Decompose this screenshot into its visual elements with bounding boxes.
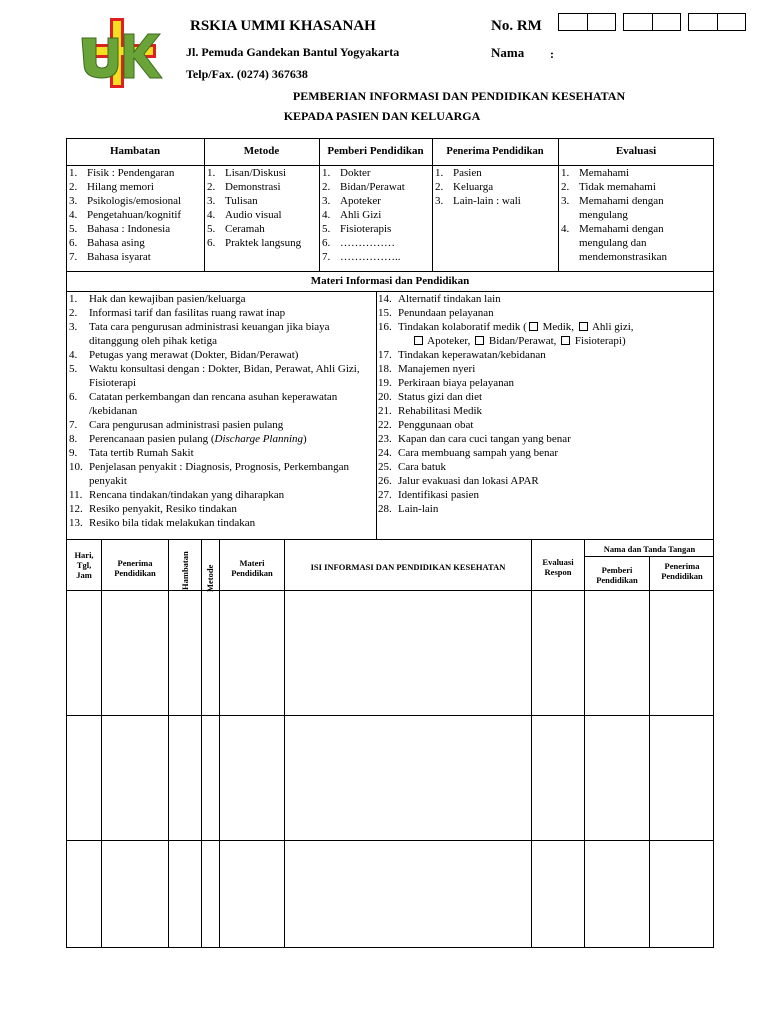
bidan-perawat-label: Bidan/Perawat, xyxy=(486,335,560,347)
materi-item xyxy=(69,460,374,488)
item-text: …………….. xyxy=(340,251,401,263)
materi-item xyxy=(378,376,712,390)
hambatan-item xyxy=(69,236,203,250)
nama-colon: : xyxy=(550,47,554,61)
materi-item xyxy=(378,488,712,502)
item-text: Demonstrasi xyxy=(225,181,281,193)
materi-item xyxy=(378,320,712,348)
item-text: Resiko penyakit, Resiko tindakan xyxy=(89,503,237,515)
item-number: 22. xyxy=(378,419,392,431)
item-number: 7. xyxy=(322,251,331,263)
record-header-metode: Metode xyxy=(205,564,215,592)
item-text: Rencana tindakan/tindakan yang diharapkan xyxy=(89,489,285,501)
item8-end: ) xyxy=(303,433,307,445)
materi-item xyxy=(378,474,712,488)
item-number: 2. xyxy=(435,181,444,193)
metode-item xyxy=(207,208,317,222)
item-number: 3. xyxy=(561,195,570,207)
item-text: Tulisan xyxy=(225,195,258,207)
item-number: 6. xyxy=(69,391,78,403)
item-number: 5. xyxy=(69,363,78,375)
materi-item xyxy=(378,432,712,446)
item-text: Bahasa asing xyxy=(87,237,145,249)
item-number: 1. xyxy=(69,293,78,305)
materi-item xyxy=(69,320,374,348)
metode-item xyxy=(207,236,317,250)
record-header-isi: ISI INFORMASI DAN PENDIDIKAN KESEHATAN xyxy=(310,562,506,572)
materi-item xyxy=(69,362,374,390)
metode-item xyxy=(207,222,317,236)
item-number: 25. xyxy=(378,461,392,473)
item-number: 19. xyxy=(378,377,392,389)
item-number: 2. xyxy=(69,181,78,193)
item8-main: Perencanaan pasien pulang ( xyxy=(89,433,215,445)
materi-item xyxy=(69,306,374,320)
item-number: 5. xyxy=(207,223,216,235)
item-number: 13. xyxy=(69,517,83,529)
rm-box-group-2[interactable] xyxy=(623,13,681,31)
materi-item xyxy=(69,446,374,460)
item-text: Keluarga xyxy=(453,181,494,193)
hambatan-item xyxy=(69,208,203,222)
metode-item xyxy=(207,180,317,194)
item-text: Apoteker xyxy=(340,195,381,207)
bidan-perawat-checkbox[interactable] xyxy=(475,336,484,345)
item-text: Manajemen nyeri xyxy=(398,363,476,375)
hambatan-item xyxy=(69,166,203,180)
penerima-item xyxy=(435,180,557,194)
item-number: 1. xyxy=(322,167,331,179)
item-number: 23. xyxy=(378,433,392,445)
materi-item xyxy=(69,502,374,516)
materi-item xyxy=(69,418,374,432)
materi-item xyxy=(378,460,712,474)
materi-item xyxy=(378,306,712,320)
item-number: 11. xyxy=(69,489,83,501)
penerima-list xyxy=(435,166,557,208)
item-text: Tata cara pengurusan administrasi keuangan jika biaya ditanggung oleh pihak ketiga xyxy=(89,321,330,347)
item-number: 9. xyxy=(69,447,78,459)
item-number: 1. xyxy=(435,167,444,179)
pemberi-item xyxy=(322,250,430,264)
pemberi-item xyxy=(322,180,430,194)
item-number: 6. xyxy=(322,237,331,249)
item-number: 6. xyxy=(69,237,78,249)
materi-item xyxy=(69,488,374,502)
item-number: 1. xyxy=(69,167,78,179)
item-text: Penjelasan penyakit : Diagnosis, Prognosis, Perkembangan penyakit xyxy=(89,461,349,487)
item-number: 2. xyxy=(322,181,331,193)
hospital-telp: Telp/Fax. (0274) 367638 xyxy=(186,67,308,81)
item-text: Waktu konsultasi dengan : Dokter, Bidan, Perawat, Ahli Gizi, Fisioterapi xyxy=(89,363,360,389)
col-header-evaluasi: Evaluasi xyxy=(615,145,657,157)
materi-item xyxy=(378,446,712,460)
item-text: Hak dan kewajiban pasien/keluarga xyxy=(89,293,246,305)
item-text: Psikologis/emosional xyxy=(87,195,182,207)
item-text: …………… xyxy=(340,237,395,249)
nama-label: Nama xyxy=(491,45,525,60)
rm-box-group-3[interactable] xyxy=(688,13,746,31)
no-rm-label: No. RM xyxy=(491,18,542,34)
pemberi-item xyxy=(322,166,430,180)
item-text: Identifikasi pasien xyxy=(398,489,479,501)
col-header-hambatan: Hambatan xyxy=(109,145,161,157)
item-number: 17. xyxy=(378,349,392,361)
item-number: 15. xyxy=(378,307,392,319)
item-number: 2. xyxy=(561,181,570,193)
item-text: Fisik : Pendengaran xyxy=(87,167,175,179)
item-text: Catatan perkembangan dan rencana asuhan keperawatan /kebidanan xyxy=(89,391,338,417)
ahli-gizi-checkbox[interactable] xyxy=(579,322,588,331)
item-text: Informasi tarif dan fasilitas ruang rawat inap xyxy=(89,307,286,319)
item-number: 7. xyxy=(69,419,78,431)
materi-item xyxy=(69,432,374,446)
item-number: 20. xyxy=(378,391,392,403)
penerima-item xyxy=(435,166,557,180)
materi-list-left xyxy=(69,292,374,530)
item-text: Cara pengurusan administrasi pasien pulang xyxy=(89,419,284,431)
item-number: 18. xyxy=(378,363,392,375)
rm-digit-box[interactable] xyxy=(588,14,616,30)
item-text: Bahasa isyarat xyxy=(87,251,151,263)
item-number: 16. xyxy=(378,321,392,333)
hambatan-item xyxy=(69,250,203,264)
materi-item xyxy=(378,390,712,404)
apoteker-checkbox[interactable] xyxy=(414,336,423,345)
materi-item xyxy=(69,516,374,530)
logo-graphic xyxy=(78,16,166,90)
item-number: 1. xyxy=(561,167,570,179)
item-number: 10. xyxy=(69,461,83,473)
item-number: 4. xyxy=(561,223,570,235)
record-header-ttd-pemberi: Pemberi Pendidikan xyxy=(596,565,638,585)
materi-item xyxy=(69,348,374,362)
rm-digit-box[interactable] xyxy=(559,14,588,30)
evaluasi-list xyxy=(561,166,711,264)
form-title-line1: PEMBERIAN INFORMASI DAN PENDIDIKAN KESEHATAN xyxy=(292,89,626,103)
item-number: 26. xyxy=(378,475,392,487)
item-number: 3. xyxy=(69,195,78,207)
form-title-line2: KEPADA PASIEN DAN KELUARGA xyxy=(283,109,481,123)
item-text: Cara batuk xyxy=(398,461,446,473)
item-text: Alternatif tindakan lain xyxy=(398,293,501,305)
pemberi-item xyxy=(322,222,430,236)
rm-digit-box[interactable] xyxy=(624,14,653,30)
item-text: Ahli Gizi xyxy=(340,209,382,221)
record-header-hambatan: Hambatan xyxy=(180,551,190,590)
item-text: Perkiraan biaya pelayanan xyxy=(398,377,515,389)
record-header-ttd: Nama dan Tanda Tangan xyxy=(603,544,696,554)
penerima-item xyxy=(435,194,557,208)
item-number: 27. xyxy=(378,489,392,501)
item-text: Memahami dengan mengulang xyxy=(579,195,664,221)
item-text: Resiko bila tidak melakukan tindakan xyxy=(89,517,256,529)
metode-item xyxy=(207,166,317,180)
pemberi-item xyxy=(322,236,430,250)
item-number: 5. xyxy=(322,223,331,235)
col-header-metode: Metode xyxy=(243,145,280,157)
record-entry-row[interactable] xyxy=(67,591,713,714)
item-text: Penggunaan obat xyxy=(398,419,474,431)
record-header-penerima: Penerima Pendidikan xyxy=(114,558,156,578)
item-number: 7. xyxy=(69,251,78,263)
item-text: Tata tertib Rumah Sakit xyxy=(89,447,194,459)
item-number: 4. xyxy=(322,209,331,221)
materi-item xyxy=(378,348,712,362)
item-number: 2. xyxy=(69,307,78,319)
item-number: 3. xyxy=(435,195,444,207)
item-number: 4. xyxy=(69,349,78,361)
item-text: Kapan dan cara cuci tangan yang benar xyxy=(398,433,571,445)
item-text: Cara membuang sampah yang benar xyxy=(398,447,559,459)
item-text: Tindakan keperawatan/kebidanan xyxy=(398,349,546,361)
item8-italic: Discharge Planning xyxy=(214,433,304,445)
materi-item xyxy=(69,390,374,418)
pemberi-item xyxy=(322,194,430,208)
record-entry-row[interactable] xyxy=(67,841,713,947)
item-text: Memahami dengan mengulang dan mendemonstrasikan xyxy=(579,223,667,263)
evaluasi-item xyxy=(561,166,711,180)
item-number: 2. xyxy=(207,181,216,193)
materi-item xyxy=(378,292,712,306)
rm-digit-box[interactable] xyxy=(689,14,718,30)
item-text: Lain-lain xyxy=(398,503,439,515)
item-text: Pasien xyxy=(453,167,482,179)
record-header-ttd-penerima: Penerima Pendidikan xyxy=(661,561,703,581)
evaluasi-item xyxy=(561,180,711,194)
medik-label: Medik, xyxy=(539,321,577,333)
item-text: Fisioterapis xyxy=(340,223,392,235)
fisioterapi-checkbox[interactable] xyxy=(561,336,570,345)
logo-k-shape xyxy=(124,34,162,78)
item-text: Pengetahuan/kognitif xyxy=(87,209,182,221)
record-header-evaluasi: Evaluasi Respon xyxy=(542,557,574,577)
item-text: Tidak memahami xyxy=(579,181,656,193)
materi-item xyxy=(378,502,712,516)
fisioterapi-label: Fisioterapi) xyxy=(572,335,626,347)
evaluasi-item xyxy=(561,194,711,222)
pemberi-list xyxy=(322,166,430,264)
item-text xyxy=(89,433,307,445)
item-number: 24. xyxy=(378,447,392,459)
hambatan-item xyxy=(69,222,203,236)
item-number: 21. xyxy=(378,405,392,417)
materi-title: Materi Informasi dan Pendidikan xyxy=(310,274,470,287)
materi-list-right xyxy=(378,292,712,516)
col-header-pemberi: Pemberi Pendidikan xyxy=(327,145,424,157)
item-number: 1. xyxy=(207,167,216,179)
item-number: 8. xyxy=(69,433,78,445)
item-number: 4. xyxy=(207,209,216,221)
hospital-address: Jl. Pemuda Gandekan Bantul Yogyakarta xyxy=(186,45,400,59)
evaluasi-item xyxy=(561,222,711,264)
metode-list xyxy=(207,166,317,250)
hambatan-list xyxy=(69,166,203,264)
rm-digit-box[interactable] xyxy=(653,14,681,30)
item-number: 6. xyxy=(207,237,216,249)
item-text: Ceramah xyxy=(225,223,265,235)
record-entry-row[interactable] xyxy=(67,716,713,839)
materi-item xyxy=(378,418,712,432)
item-text: Rehabilitasi Medik xyxy=(398,405,483,417)
item-text: Dokter xyxy=(340,167,371,179)
apoteker-label: Apoteker, xyxy=(425,335,474,347)
item-number: 28. xyxy=(378,503,392,515)
item-number: 5. xyxy=(69,223,78,235)
col-header-penerima: Penerima Pendidikan xyxy=(446,146,544,157)
materi-divider xyxy=(376,291,377,540)
hambatan-item xyxy=(69,194,203,208)
item-text: Penundaan pelayanan xyxy=(398,307,494,319)
item-number: 4. xyxy=(69,209,78,221)
item-text: Tindakan kolaboratif medik ( Medik, Ahli gizi, Apoteker, Bidan/Perawat, Fisioterapi) xyxy=(398,321,634,347)
item-text: Bahasa : Indonesia xyxy=(87,223,171,235)
materi-item xyxy=(69,292,374,306)
item-text: Audio visual xyxy=(225,209,282,221)
item-text: Hilang memori xyxy=(87,181,154,193)
item-text: Status gizi dan diet xyxy=(398,391,483,403)
pemberi-item xyxy=(322,208,430,222)
item-number: 3. xyxy=(69,321,78,333)
hospital-logo xyxy=(78,16,166,90)
metode-item xyxy=(207,194,317,208)
materi-item xyxy=(378,362,712,376)
ahli-gizi-label: Ahli gizi, xyxy=(589,321,634,333)
record-header-hari: Hari, Tgl, Jam xyxy=(74,550,94,580)
item-number: 3. xyxy=(207,195,216,207)
record-header-materi: Materi Pendidikan xyxy=(231,558,273,578)
hambatan-item xyxy=(69,180,203,194)
item-text: Memahami xyxy=(579,167,630,179)
item-text: Petugas yang merawat (Dokter, Bidan/Perawat) xyxy=(89,349,299,361)
item-text: Lisan/Diskusi xyxy=(225,167,287,179)
item-text: Bidan/Perawat xyxy=(340,181,405,193)
item-number: 14. xyxy=(378,293,392,305)
hospital-name: RSKIA UMMI KHASANAH xyxy=(190,18,376,34)
item-text: Jalur evakuasi dan lokasi APAR xyxy=(398,475,539,487)
item-text: Lain-lain : wali xyxy=(453,195,521,207)
item-number: 3. xyxy=(322,195,331,207)
materi-item xyxy=(378,404,712,418)
rm-box-group-1[interactable] xyxy=(558,13,616,31)
rm-digit-box[interactable] xyxy=(718,14,746,30)
item-number: 12. xyxy=(69,503,83,515)
item-text: Praktek langsung xyxy=(225,237,302,249)
medik-checkbox[interactable] xyxy=(529,322,538,331)
